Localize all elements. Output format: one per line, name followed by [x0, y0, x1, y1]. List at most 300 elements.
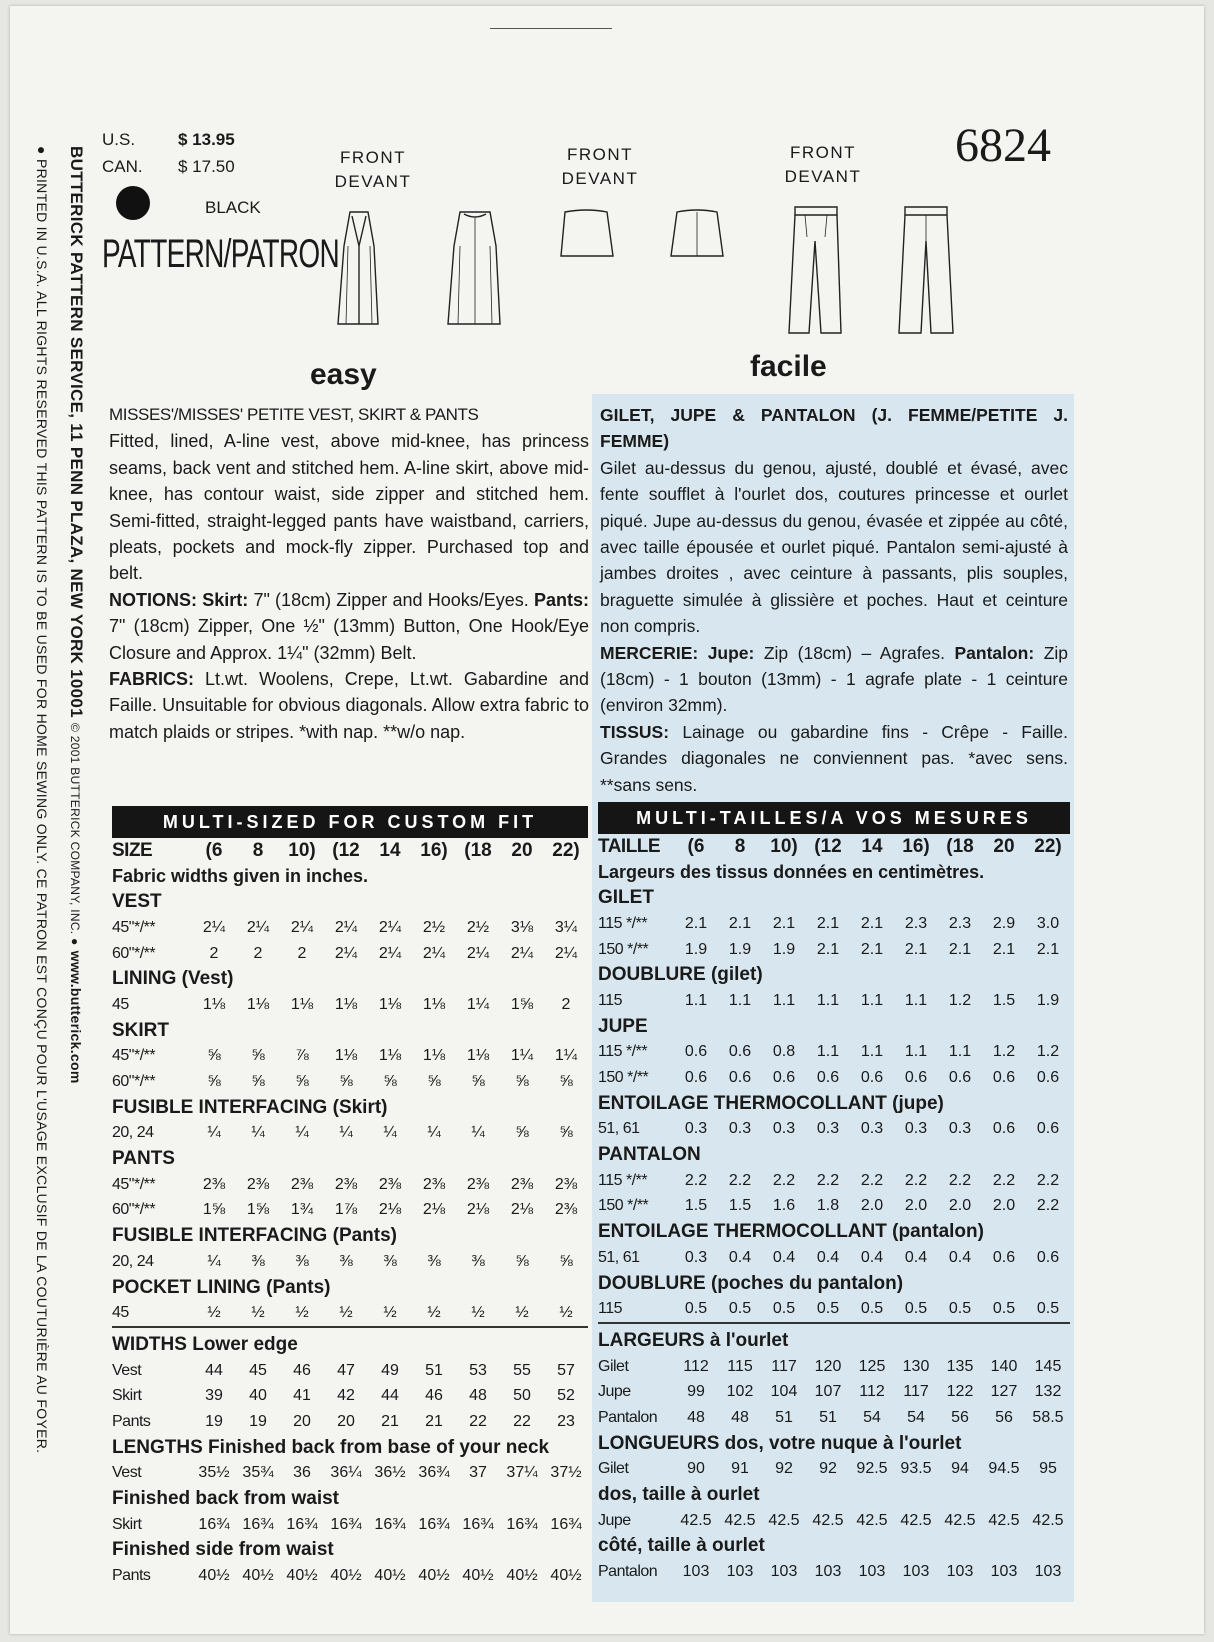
- table-cell: 48: [687, 1408, 705, 1426]
- copyright-text: © 2001 BUTTERICK COMPANY, INC. ●: [68, 722, 82, 946]
- table-cell: 21: [425, 1412, 443, 1430]
- table-cell: 37¼: [506, 1464, 538, 1482]
- table-cell: ⅝: [471, 1073, 485, 1091]
- table-cell: 2⅜: [466, 1175, 490, 1193]
- table-cell: 1⅛: [422, 1047, 446, 1065]
- row-label: Pantalon: [598, 1563, 658, 1581]
- table-cell: ¼: [207, 1252, 221, 1270]
- table-cell: 2¼: [378, 944, 402, 962]
- table-cell: 2⅜: [334, 1175, 358, 1193]
- table-cell: 46: [425, 1387, 443, 1405]
- table-cell: 0.3: [948, 1120, 972, 1138]
- table-cell: 0.4: [948, 1248, 972, 1266]
- table-cell: 2½: [466, 918, 490, 936]
- row-label: Gilet: [598, 1460, 629, 1478]
- table-cell: 104: [770, 1383, 798, 1401]
- table-cell: 0.8: [772, 1043, 796, 1061]
- table-cell: 2.3: [948, 914, 972, 932]
- table-cell: 2.3: [904, 914, 928, 932]
- publisher-service: BUTTERICK PATTERN SERVICE, 11 PENN PLAZA, NEW YORK 10001: [67, 146, 86, 718]
- table-cell: 16¾: [506, 1515, 538, 1533]
- table-cell: 2.0: [904, 1197, 928, 1215]
- table-cell: 2⅜: [422, 1175, 446, 1193]
- table-cell: 0.6: [860, 1069, 884, 1087]
- table-cell: 56: [995, 1408, 1013, 1426]
- section-row: [112, 1486, 588, 1512]
- table-cell: 0.6: [816, 1069, 840, 1087]
- size-2: 10): [288, 839, 316, 861]
- table-cell: 0.6: [904, 1069, 928, 1087]
- table-cell: 2.2: [1036, 1171, 1060, 1189]
- table-cell: 92.5: [856, 1460, 888, 1478]
- table-cell: 2⅜: [510, 1175, 534, 1193]
- table-cell: 127: [990, 1383, 1018, 1401]
- section-label: PANTALON: [598, 1144, 701, 1166]
- table-cell: 2.2: [728, 1171, 752, 1189]
- table-cell: ⅝: [515, 1073, 529, 1091]
- section-row: [598, 1482, 1070, 1508]
- table-cell: 36½: [374, 1464, 406, 1482]
- table-cell: ¼: [295, 1124, 309, 1142]
- size-7: 20: [993, 835, 1015, 857]
- table-cell: 1.1: [772, 991, 796, 1009]
- size-6: (18: [946, 835, 974, 857]
- section-row: [598, 1091, 1070, 1117]
- table-row: [598, 1508, 1070, 1534]
- section-label: LINING (Vest): [112, 968, 234, 990]
- section-label: dos, taille à ourlet: [598, 1484, 760, 1506]
- section-row: [112, 1332, 588, 1358]
- table-cell: 0.6: [948, 1069, 972, 1087]
- table-cell: 2¼: [334, 918, 358, 936]
- table-row: [112, 1172, 588, 1198]
- section-row: [112, 966, 588, 992]
- table-cell: 90: [687, 1460, 705, 1478]
- table-cell: 20: [337, 1412, 355, 1430]
- table-cell: 1⅛: [378, 1047, 402, 1065]
- table-cell: 16¾: [550, 1515, 582, 1533]
- table-cell: ⅝: [559, 1252, 573, 1270]
- table-cell: ¼: [339, 1124, 353, 1142]
- table-row: [598, 1457, 1070, 1483]
- color-label: BLACK: [205, 198, 261, 217]
- table-cell: 57: [557, 1361, 575, 1379]
- table-cell: 0.6: [728, 1069, 752, 1087]
- table-cell: 132: [1034, 1383, 1062, 1401]
- table-cell: 42.5: [856, 1511, 888, 1529]
- table-cell: 117: [903, 1383, 929, 1401]
- row-label: Jupe: [598, 1383, 631, 1401]
- table-cell: ½: [471, 1304, 485, 1322]
- table-cell: 1.1: [816, 1043, 840, 1061]
- table-cell: 51: [775, 1408, 793, 1426]
- table-cell: 16¾: [198, 1515, 230, 1533]
- table-cell: 1⅝: [510, 995, 534, 1013]
- table-cell: 16¾: [374, 1515, 406, 1533]
- table-cell: ⅝: [207, 1073, 221, 1091]
- size-label: TAILLE: [598, 835, 661, 857]
- table-cell: 42.5: [724, 1511, 756, 1529]
- table-cell: 1.6: [772, 1197, 796, 1215]
- table-cell: 1.9: [728, 940, 752, 958]
- table-cell: 58.5: [1032, 1408, 1064, 1426]
- english-description: MISSES'/MISSES' PETITE VEST, SKIRT & PANTS Fitted, lined, A-line vest, above mid-knee, has princess seams, back vent and stitched hem. A-line skirt, above mid-knee, has contour waist, side zipper and stitched hem. Semi-fitted, straight-legged pants have waistband, carriers, pleats, pockets and mock-fly zipper. Purchased top and belt. NOTIONS: Skirt: 7" (18cm) Zipper and Hooks/Eyes. Pants: 7" (18cm) Zipper, One ½" (13mm) Button, One Hook/Eye Closure and Approx. 1¼" (32mm) Belt. FABRICS: Lt.wt. Woolens, Crepe, Lt.wt. Gabardine and Faille. Unsuitable for obvious diagonals. Allow extra fabric to match plaids or stripes. *with nap. **w/o nap.: [109, 402, 589, 745]
- section-row: [598, 1534, 1070, 1560]
- table-cell: 94: [951, 1460, 969, 1478]
- table-row: [598, 1040, 1070, 1066]
- section-label: Finished back from waist: [112, 1488, 339, 1510]
- table-cell: 2¼: [554, 944, 578, 962]
- table-cell: ⅝: [559, 1073, 573, 1091]
- french-size-table: [598, 834, 1070, 1585]
- table-row: [112, 1300, 588, 1327]
- table-row: [112, 1249, 588, 1275]
- size-header-row: [112, 838, 588, 864]
- table-cell: ¼: [427, 1124, 441, 1142]
- table-cell: ⅝: [295, 1073, 309, 1091]
- section-label: SKIRT: [112, 1019, 169, 1041]
- table-cell: 2⅜: [554, 1201, 578, 1219]
- section-row: [112, 1095, 588, 1121]
- table-cell: 2¼: [422, 944, 446, 962]
- table-cell: 117: [771, 1357, 797, 1375]
- table-cell: 40½: [330, 1567, 362, 1585]
- section-label: LONGUEURS dos, votre nuque à l'ourlet: [598, 1432, 962, 1454]
- table-cell: 1⅝: [246, 1201, 270, 1219]
- size-0: (6: [687, 835, 705, 857]
- table-cell: 1⅝: [202, 1201, 226, 1219]
- section-label: côté, taille à ourlet: [598, 1535, 765, 1557]
- table-cell: 2½: [422, 918, 446, 936]
- table-cell: ⅝: [515, 1252, 529, 1270]
- table-cell: ⅝: [383, 1073, 397, 1091]
- table-cell: 3.0: [1036, 914, 1060, 932]
- row-label: 150 */**: [598, 1069, 649, 1087]
- section-row: [598, 1271, 1070, 1297]
- table-cell: 0.6: [992, 1120, 1016, 1138]
- table-cell: 42: [337, 1387, 355, 1405]
- table-row: [598, 1245, 1070, 1271]
- row-label: 115: [598, 991, 623, 1009]
- table-cell: 0.6: [992, 1248, 1016, 1266]
- table-cell: 52: [557, 1387, 575, 1405]
- size-1: 8: [734, 835, 746, 857]
- table-cell: 2⅜: [202, 1175, 226, 1193]
- section-row: [598, 1142, 1070, 1168]
- table-cell: 51: [425, 1361, 443, 1379]
- table-cell: 112: [683, 1357, 709, 1375]
- table-cell: 1.1: [860, 991, 884, 1009]
- table-cell: 44: [381, 1387, 399, 1405]
- table-row: [112, 1409, 588, 1435]
- table-cell: 2⅜: [246, 1175, 270, 1193]
- table-cell: 1⅛: [334, 1047, 358, 1065]
- table-cell: 103: [814, 1563, 842, 1581]
- table-cell: 92: [775, 1460, 793, 1478]
- table-cell: 1¼: [510, 1047, 534, 1065]
- table-cell: 36¾: [418, 1464, 450, 1482]
- table-row: [112, 1383, 588, 1409]
- table-cell: 2.2: [992, 1171, 1016, 1189]
- table-cell: 0.3: [684, 1120, 708, 1138]
- widths-note-row: [112, 864, 588, 890]
- table-row: [598, 1296, 1070, 1323]
- table-cell: 2⅛: [422, 1201, 446, 1219]
- table-row: [112, 1563, 588, 1589]
- table-cell: 1.9: [684, 940, 708, 958]
- section-label: FUSIBLE INTERFACING (Pants): [112, 1225, 398, 1247]
- table-cell: 2.1: [816, 914, 840, 932]
- table-cell: ⅜: [251, 1252, 265, 1270]
- table-cell: 1⅛: [334, 995, 358, 1013]
- table-cell: ⅝: [515, 1124, 529, 1142]
- section-label: LENGTHS Finished back from base of your neck: [112, 1436, 550, 1458]
- table-cell: 45: [249, 1361, 267, 1379]
- table-cell: ½: [383, 1304, 397, 1322]
- table-cell: 2.0: [860, 1197, 884, 1215]
- row-label: 45"*/**: [112, 1175, 156, 1193]
- table-cell: 16¾: [418, 1515, 450, 1533]
- table-cell: 42.5: [768, 1511, 800, 1529]
- section-row: [112, 1538, 588, 1564]
- table-cell: ¼: [207, 1124, 221, 1142]
- row-label: 150 */**: [598, 1197, 649, 1215]
- table-cell: 103: [770, 1563, 798, 1581]
- table-row: [598, 1194, 1070, 1220]
- table-cell: 1.9: [1036, 991, 1060, 1009]
- table-cell: 1.5: [684, 1197, 708, 1215]
- table-cell: 1¼: [466, 995, 490, 1013]
- table-row: [112, 1198, 588, 1224]
- table-cell: 94.5: [988, 1460, 1020, 1478]
- row-label: Vest: [112, 1464, 142, 1482]
- table-row: [112, 1512, 588, 1538]
- pattern-title: PATTERN/PATRON: [102, 232, 340, 276]
- table-cell: 54: [907, 1408, 925, 1426]
- table-cell: 0.6: [684, 1069, 708, 1087]
- section-row: [112, 1275, 588, 1301]
- table-cell: 122: [946, 1383, 974, 1401]
- pattern-number: 6824: [955, 119, 1051, 172]
- table-cell: 1.2: [948, 991, 972, 1009]
- french-chart-bar: MULTI-TAILLES/A VOS MESURES: [598, 802, 1070, 834]
- row-label: 45: [112, 995, 129, 1013]
- table-cell: 51: [819, 1408, 837, 1426]
- table-cell: 107: [814, 1383, 842, 1401]
- table-cell: 1.1: [948, 1043, 972, 1061]
- size-8: 22): [1034, 835, 1062, 857]
- table-cell: 2: [253, 944, 263, 962]
- french-description: GILET, JUPE & PANTALON (J. FEMME/PETITE J. FEMME) Gilet au-dessus du genou, ajusté, doublé et évasé, avec fente soufflet à l'ourlet dos, coutures princesse et ourlet piqué. Jupe au-dessus du genou, évasée et zippée au côté, avec taille épousée et ourlet piqué. Pantalon semi-ajusté à jambes droites , avec ceinture à passants, plis souples, braguette simulée à glissière et poches. Haut et ceinture non compris. MERCERIE: Jupe: Zip (18cm) – Agrafes. Pantalon: Zip (18cm) - 1 bouton (13mm) - 1 agrafe plate - 1 ceinture (environ 32mm). TISSUS: Lainage ou gabardine fins - Crêpe - Faille. Grandes diagonales ne conviennent pas. *avec sens. **sans sens.: [600, 402, 1068, 798]
- price-can: CAN. $ 17.50: [102, 157, 235, 176]
- table-cell: 40½: [286, 1567, 318, 1585]
- table-cell: 2.1: [860, 940, 884, 958]
- table-cell: 103: [726, 1563, 754, 1581]
- table-cell: 93.5: [900, 1460, 932, 1478]
- table-cell: 0.5: [860, 1300, 884, 1318]
- section-label: WIDTHS Lower edge: [112, 1333, 298, 1355]
- table-cell: 1.2: [992, 1043, 1016, 1061]
- table-cell: 46: [293, 1361, 311, 1379]
- table-cell: 2¼: [290, 918, 314, 936]
- size-label: SIZE: [112, 839, 153, 861]
- table-cell: 2.2: [816, 1171, 840, 1189]
- table-cell: 42.5: [812, 1511, 844, 1529]
- table-row: [112, 1121, 588, 1147]
- table-cell: 145: [1034, 1357, 1062, 1375]
- table-row: [598, 1379, 1070, 1405]
- table-row: [598, 1354, 1070, 1380]
- table-cell: 1.9: [772, 940, 796, 958]
- table-cell: ½: [339, 1304, 353, 1322]
- table-cell: 37: [469, 1464, 487, 1482]
- table-cell: 0.5: [684, 1300, 708, 1318]
- size-3: (12: [814, 835, 842, 857]
- section-row: [598, 1014, 1070, 1040]
- table-cell: 1.1: [904, 1043, 928, 1061]
- table-cell: 0.4: [772, 1248, 796, 1266]
- table-cell: ⅝: [559, 1124, 573, 1142]
- row-label: Gilet: [598, 1357, 629, 1375]
- table-cell: 40½: [550, 1567, 582, 1585]
- size-0: (6: [205, 839, 223, 861]
- table-cell: 39: [205, 1387, 223, 1405]
- table-cell: 0.5: [816, 1300, 840, 1318]
- table-cell: 2⅜: [290, 1175, 314, 1193]
- table-cell: 42.5: [900, 1511, 932, 1529]
- table-cell: ⅝: [339, 1073, 353, 1091]
- table-cell: 56: [951, 1408, 969, 1426]
- table-cell: 40½: [242, 1567, 274, 1585]
- table-cell: 2¼: [510, 944, 534, 962]
- table-cell: 2⅛: [378, 1201, 402, 1219]
- table-cell: 42.5: [944, 1511, 976, 1529]
- table-cell: 1¾: [290, 1201, 314, 1219]
- section-row: [598, 1219, 1070, 1245]
- table-cell: 2.2: [948, 1171, 972, 1189]
- table-cell: 1.1: [816, 991, 840, 1009]
- table-cell: 0.5: [772, 1300, 796, 1318]
- table-row: [112, 1461, 588, 1487]
- table-cell: 23: [557, 1412, 575, 1430]
- table-cell: 1.5: [728, 1197, 752, 1215]
- size-3: (12: [332, 839, 360, 861]
- table-cell: 2.2: [1036, 1197, 1060, 1215]
- table-cell: 112: [859, 1383, 885, 1401]
- table-cell: 1⅞: [334, 1201, 358, 1219]
- table-cell: 0.6: [772, 1069, 796, 1087]
- table-cell: ½: [295, 1304, 309, 1322]
- english-body: Fitted, lined, A-line vest, above mid-knee, has princess seams, back vent and stitched hem. A-line skirt, above mid-knee, has contour waist, side zipper and stitched hem. Semi-fitted, straight-legged pants have waistband, carriers, pleats, pockets and mock-fly zipper. Purchased top and belt.: [109, 431, 589, 584]
- size-5: 16): [420, 839, 448, 861]
- section-label: DOUBLURE (poches du pantalon): [598, 1272, 904, 1294]
- facile-label: facile: [750, 350, 827, 383]
- front-label-skirt: FRONT DEVANT: [561, 145, 639, 188]
- front-label-pants: FRONT DEVANT: [784, 143, 862, 186]
- section-row: [598, 885, 1070, 911]
- table-cell: 0.3: [728, 1120, 752, 1138]
- french-heading: GILET, JUPE & PANTALON (J. FEMME/PETITE J. FEMME): [600, 405, 1068, 452]
- table-cell: 0.5: [992, 1300, 1016, 1318]
- table-cell: 1⅛: [202, 995, 226, 1013]
- table-cell: 0.4: [816, 1248, 840, 1266]
- table-cell: 2.1: [904, 940, 928, 958]
- table-cell: 2.1: [860, 914, 884, 932]
- table-cell: 21: [381, 1412, 399, 1430]
- table-cell: 1.5: [992, 991, 1016, 1009]
- table-cell: 20: [293, 1412, 311, 1430]
- section-label: LARGEURS à l'ourlet: [598, 1329, 789, 1351]
- table-cell: 2.1: [772, 914, 796, 932]
- table-cell: ½: [515, 1304, 529, 1322]
- size-8: 22): [552, 839, 580, 861]
- table-cell: 40½: [506, 1567, 538, 1585]
- table-cell: 2.1: [1036, 940, 1060, 958]
- top-rule: [490, 28, 612, 29]
- easy-label: easy: [310, 358, 377, 391]
- price-us: U.S. $ 13.95: [102, 130, 235, 149]
- vest-sketch: [330, 206, 510, 331]
- table-cell: 103: [682, 1563, 710, 1581]
- website-text: www.butterick.com: [68, 950, 84, 1084]
- section-row: [598, 1431, 1070, 1457]
- section-row: [112, 1018, 588, 1044]
- pants-sketch: [785, 201, 985, 341]
- table-cell: 48: [731, 1408, 749, 1426]
- table-cell: 0.3: [684, 1248, 708, 1266]
- table-cell: 2¼: [334, 944, 358, 962]
- section-row: [112, 1435, 588, 1461]
- table-cell: 2.1: [992, 940, 1016, 958]
- table-cell: 103: [902, 1563, 930, 1581]
- widths-note: Fabric widths given in inches.: [112, 866, 369, 887]
- section-label: Finished side from waist: [112, 1539, 334, 1561]
- table-cell: 2¼: [202, 918, 226, 936]
- table-cell: 103: [1034, 1563, 1062, 1581]
- table-cell: 1.2: [1036, 1043, 1060, 1061]
- table-row: [112, 1069, 588, 1095]
- table-cell: 102: [726, 1383, 754, 1401]
- table-cell: 125: [858, 1357, 886, 1375]
- table-cell: 1⅛: [246, 995, 270, 1013]
- table-cell: 35½: [198, 1464, 230, 1482]
- table-cell: 115: [727, 1357, 753, 1375]
- table-cell: ⅝: [251, 1047, 265, 1065]
- table-cell: 2¼: [378, 918, 402, 936]
- table-cell: 99: [687, 1383, 705, 1401]
- widths-note-row: [598, 860, 1070, 886]
- table-cell: 0.6: [992, 1069, 1016, 1087]
- table-cell: ½: [427, 1304, 441, 1322]
- table-cell: 1.1: [904, 991, 928, 1009]
- table-cell: 0.4: [860, 1248, 884, 1266]
- table-cell: 41: [293, 1387, 311, 1405]
- table-cell: 0.3: [816, 1120, 840, 1138]
- table-cell: 55: [513, 1361, 531, 1379]
- table-cell: 2.2: [684, 1171, 708, 1189]
- row-label: 20, 24: [112, 1252, 154, 1270]
- table-cell: 2.2: [860, 1171, 884, 1189]
- table-cell: ½: [207, 1304, 221, 1322]
- table-row: [598, 988, 1070, 1014]
- table-cell: 3¼: [554, 918, 578, 936]
- table-cell: 3⅛: [510, 918, 534, 936]
- table-row: [112, 941, 588, 967]
- table-cell: ⅜: [339, 1252, 353, 1270]
- table-cell: 40½: [374, 1567, 406, 1585]
- table-cell: 2.1: [948, 940, 972, 958]
- table-cell: 135: [946, 1357, 974, 1375]
